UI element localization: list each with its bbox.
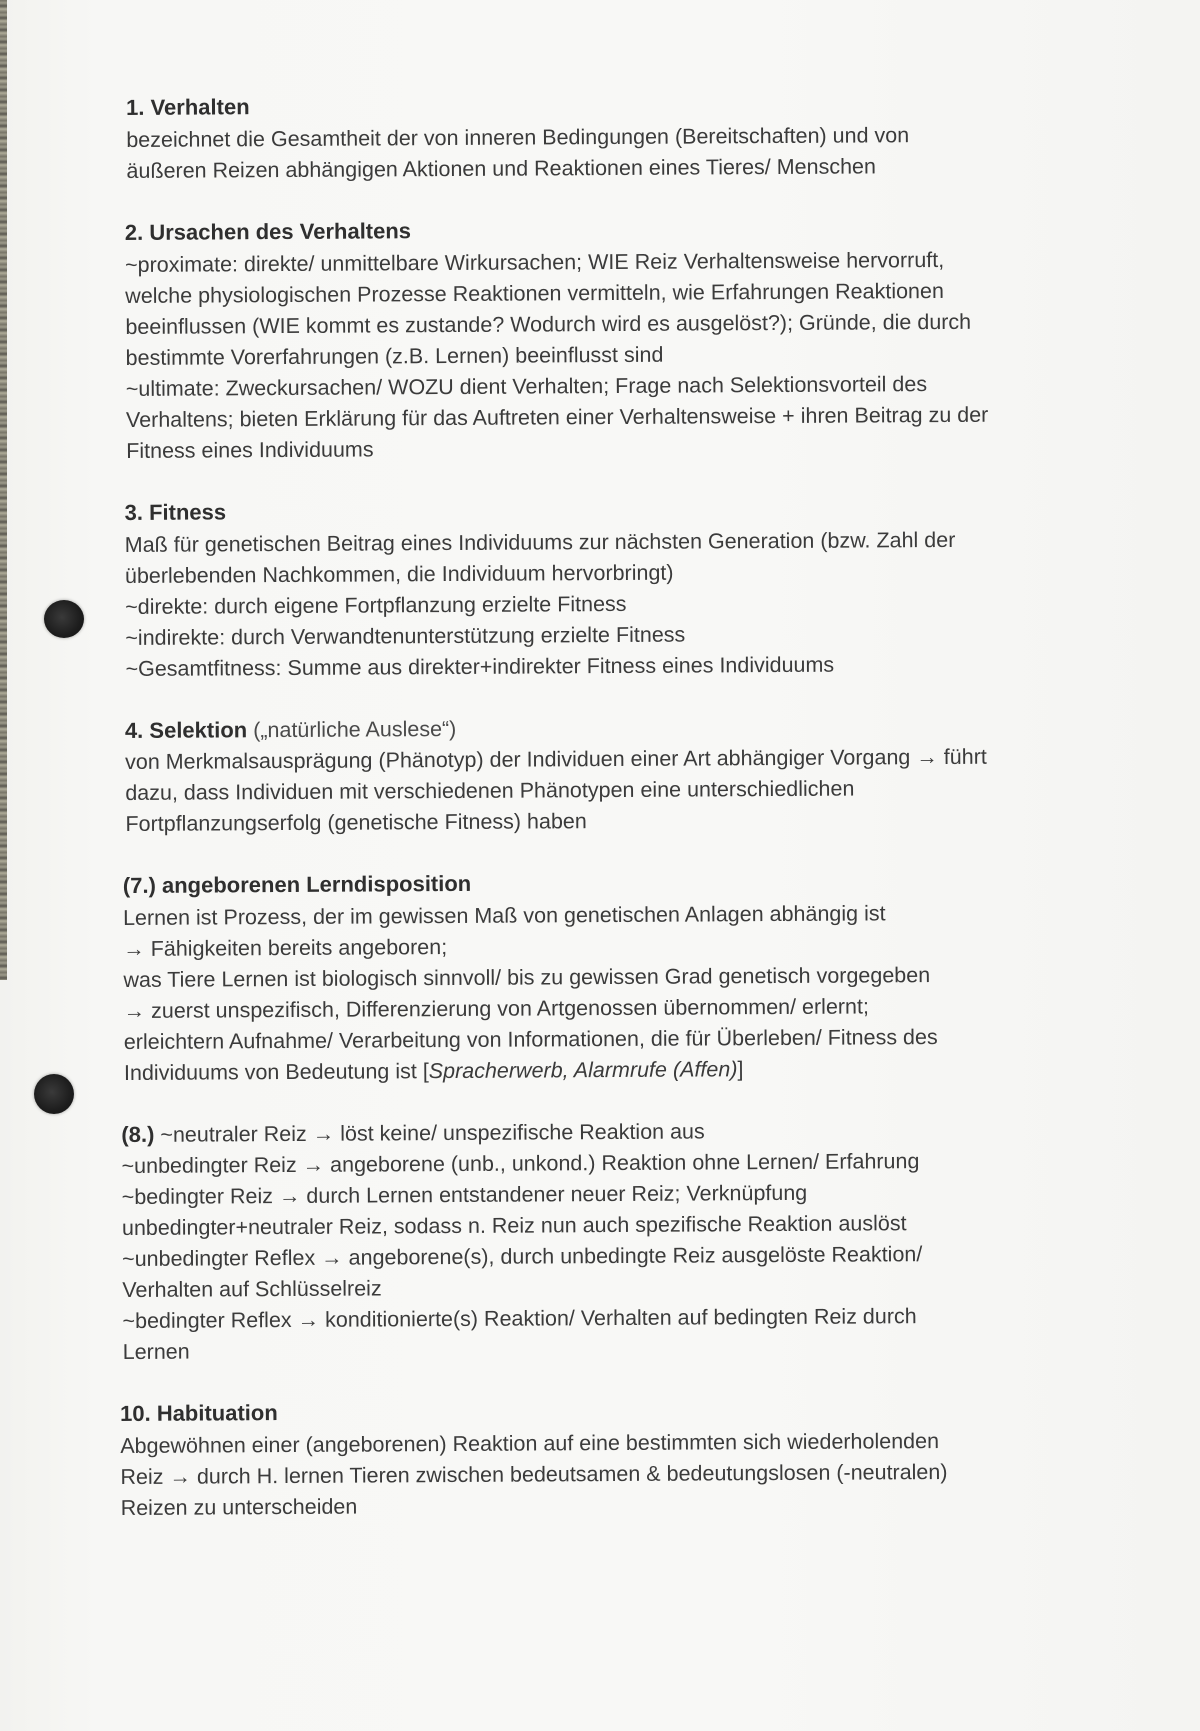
section-heading: 10. Habituation xyxy=(119,1400,278,1427)
section-lerndisposition xyxy=(123,864,1118,1089)
text-segment: Individuums von Bedeutung ist [ xyxy=(123,1059,429,1086)
text-line: Fitness eines Individuums xyxy=(126,437,374,463)
text-line: beeinflussen (WIE kommt es zustande? Wodurch wird es ausgelöst?); Gründe, die durch xyxy=(125,309,972,339)
text-line: → zuerst unspezifisch, Differenzierung von Artgenossen übernommen/ erlernt; xyxy=(123,994,870,1024)
text-line: ~direkte: durch eigene Fortpflanzung erzielte Fitness xyxy=(125,591,627,619)
section-heading: 2. Ursachen des Verhaltens xyxy=(124,218,412,245)
text-line: ~neutraler Reiz → löst keine/ unspezifische Reaktion aus xyxy=(160,1119,705,1147)
text-line: unbedingter+neutraler Reiz, sodass n. Reiz nun auch spezifische Reaktion auslöst xyxy=(121,1211,907,1241)
section-selektion xyxy=(125,709,1117,840)
section-heading: 4. Selektion xyxy=(124,717,248,743)
section-heading: (8.) xyxy=(121,1121,155,1148)
text-line: dazu, dass Individuen mit verschiedenen Phänotypen eine unterschiedlichen xyxy=(125,776,855,805)
text-line: ~bedingter Reflex → konditionierte(s) Reaktion/ Verhalten auf bedingten Reiz durch xyxy=(122,1304,917,1334)
text-line: welche physiologischen Prozesse Reaktionen vermitteln, wie Erfahrungen Reaktionen xyxy=(125,278,944,308)
section-heading: (7.) angeborenen Lerndisposition xyxy=(122,870,472,899)
text-line: Verhalten auf Schlüsselreiz xyxy=(122,1276,382,1303)
text-line: ~indirekte: durch Verwandtenunterstützung erzielte Fitness xyxy=(125,622,686,650)
text-line: Reiz → durch H. lernen Tieren zwischen bedeutsamen & bedeutungslosen (-neutralen) xyxy=(120,1459,948,1490)
punch-hole-top xyxy=(44,600,84,638)
text-line: was Tiere Lernen ist biologisch sinnvoll/ bis zu gewissen Grad genetisch vorgegeben xyxy=(123,963,931,993)
text-line: Fortpflanzungserfolg (genetische Fitness) haben xyxy=(125,809,587,836)
text-line xyxy=(124,1052,1118,1089)
text-line: ~bedingter Reiz → durch Lernen entstandener neuer Reiz; Verknüpfung xyxy=(121,1180,808,1210)
text-line: erleichtern Aufnahme/ Verarbeitung von Informationen, die für Überleben/ Fitness des xyxy=(123,1025,938,1055)
section-heading: 1. Verhalten xyxy=(126,94,250,120)
text-line: Lernen xyxy=(122,1339,190,1365)
text-line: Verhaltens; bieten Erklärung für das Auftreten einer Verhaltensweise + ihren Beitrag zu der xyxy=(125,402,989,432)
text-line: Lernen ist Prozess, der im gewissen Maß von genetischen Anlagen abhängig ist xyxy=(122,901,886,931)
text-line: ~proximate: direkte/ unmittelbare Wirkursachen; WIE Reiz Verhaltensweise hervorruft, xyxy=(124,247,945,277)
text-line: bezeichnet die Gesamtheit der von inneren Bedingungen (Bereitschaften) und von xyxy=(126,123,910,152)
section-habituation xyxy=(120,1392,1121,1524)
text-line: Maß für genetischen Beitrag eines Individuums zur nächsten Generation (bzw. Zahl der xyxy=(124,527,956,557)
section-ursachen xyxy=(125,211,1115,467)
text-segment: ] xyxy=(737,1057,744,1082)
text-line: ~Gesamtfitness: Summe aus direkter+indirekter Fitness eines Individuums xyxy=(125,652,835,681)
text-line: Abgewöhnen einer (angeborenen) Reaktion auf eine bestimmten sich wiederholenden xyxy=(120,1429,940,1459)
section-heading: 3. Fitness xyxy=(124,499,227,525)
notes-content xyxy=(119,86,1121,1554)
punch-hole-bottom xyxy=(34,1074,74,1114)
binding-edge xyxy=(0,0,7,980)
text-line: überlebenden Nachkommen, die Individuum hervorbringt) xyxy=(124,560,674,588)
text-line: ~unbedingter Reflex → angeborene(s), durch unbedingte Reiz ausgelöste Reaktion/ xyxy=(122,1242,923,1272)
text-line: ~ultimate: Zweckursachen/ WOZU dient Verhalten; Frage nach Selektionsvorteil des xyxy=(125,372,928,401)
section-reize-reflexe xyxy=(121,1113,1120,1368)
example-text: Spracherwerb, Alarmrufe (Affen) xyxy=(428,1057,738,1084)
text-line: äußeren Reizen abhängigen Aktionen und Reaktionen eines Tieres/ Menschen xyxy=(126,154,876,183)
text-line: → Fähigkeiten bereits angeboren; xyxy=(123,935,448,962)
section-heading-suffix: („natürliche Auslese“) xyxy=(253,716,457,743)
text-line: von Merkmalsausprägung (Phänotyp) der Individuen einer Art abhängiger Vorgang → führt xyxy=(125,744,987,774)
section-verhalten xyxy=(126,86,1113,187)
text-line: ~unbedingter Reiz → angeborene (unb., unkond.) Reaktion ohne Lernen/ Erfahrung xyxy=(121,1149,920,1179)
text-line: Reizen zu unterscheiden xyxy=(120,1494,358,1521)
text-line: bestimmte Vorerfahrungen (z.B. Lernen) beeinflusst sind xyxy=(125,342,664,370)
section-fitness xyxy=(124,491,1115,685)
